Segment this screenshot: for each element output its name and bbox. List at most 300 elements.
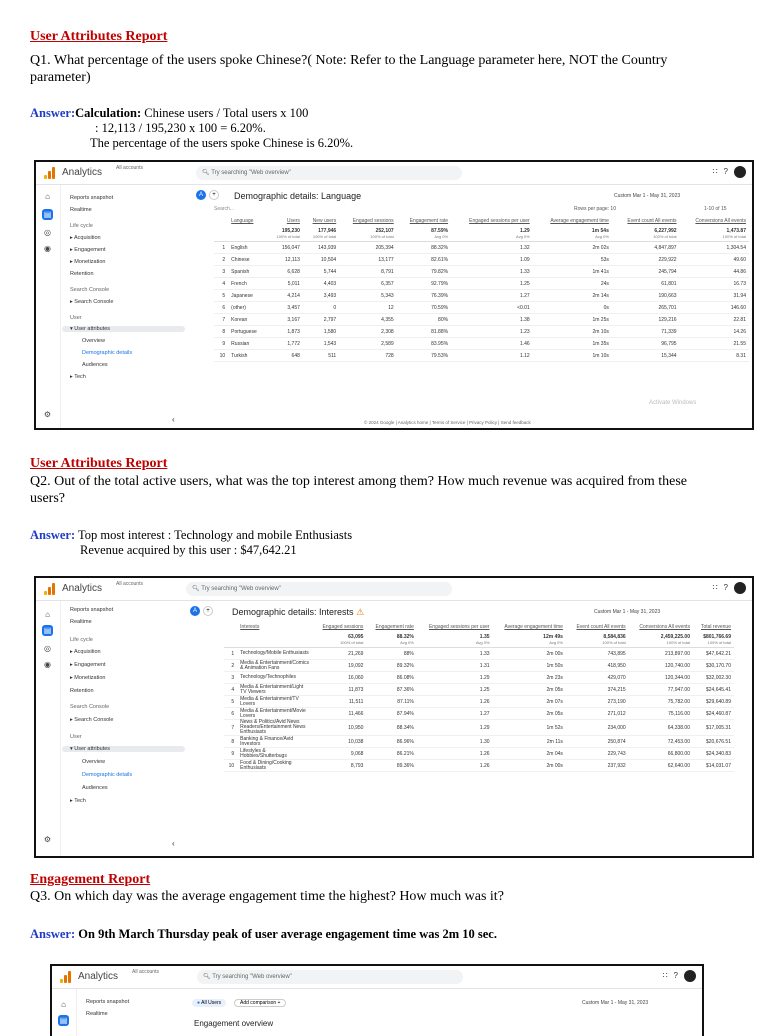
apps-icon[interactable]: ∷ (712, 167, 718, 177)
row-value: 88.34% (366, 720, 416, 736)
total-value: 63,095 (348, 633, 364, 640)
table-row[interactable] (224, 684, 734, 696)
main-panel (184, 601, 752, 856)
table-row[interactable] (224, 748, 734, 760)
table-row[interactable] (224, 708, 734, 720)
table-row[interactable] (214, 350, 749, 362)
advertising-icon[interactable]: ◉ (44, 244, 51, 253)
left-rail (36, 601, 61, 856)
row-value: 273,190 (566, 696, 629, 708)
table-row[interactable] (224, 672, 734, 684)
row-value: 1.29 (417, 672, 493, 684)
row-value: 4,847,897 (612, 242, 680, 254)
total-sub: 100% of total (370, 233, 394, 239)
row-value: 2m 11s (493, 736, 566, 748)
table-row[interactable] (224, 760, 734, 772)
nav-search-console[interactable]: ▸ Search Console (70, 717, 114, 723)
row-label: English (228, 242, 267, 254)
column-header[interactable]: Engagement rate (375, 624, 414, 630)
total-value: 8,584,836 (603, 633, 626, 640)
table-row[interactable] (224, 660, 734, 672)
row-value: 49.60 (680, 254, 749, 266)
table-row[interactable] (224, 720, 734, 736)
account-selector[interactable]: All accounts (116, 581, 143, 587)
row-label: Portuguese (228, 326, 267, 338)
total-sub: Avg 0% (475, 639, 490, 645)
collapse-icon[interactable]: ‹ (172, 839, 175, 848)
calc-label: Calculation: (75, 106, 142, 120)
row-value: 374,215 (566, 684, 629, 696)
reports-icon[interactable]: ▤ (43, 626, 52, 635)
row-value: 1.25 (451, 278, 533, 290)
row-value: 22.81 (680, 314, 749, 326)
rows-per-page[interactable]: Rows per page: 10 (574, 206, 616, 212)
row-value: 24s (533, 278, 612, 290)
column-header[interactable]: Interests (240, 624, 260, 630)
row-label: Media & Entertainment/Light TV Viewers (237, 684, 313, 696)
row-value: 237,932 (566, 760, 629, 772)
total-value: 1.29 (519, 227, 530, 234)
total-sub: 100% of total (666, 639, 690, 645)
nav-audiences[interactable]: Audiences (82, 362, 108, 368)
table-row[interactable] (214, 302, 749, 314)
nav-acquisition[interactable]: ▸ Acquisition (70, 649, 101, 655)
column-header[interactable]: Engaged sessions per user (428, 624, 490, 630)
nav-engagement[interactable]: ▸ Engagement (70, 247, 106, 253)
nav-realtime[interactable]: Realtime (70, 207, 92, 213)
table-row[interactable] (214, 266, 749, 278)
reports-icon[interactable]: ▤ (43, 210, 52, 219)
row-value: 2,308 (339, 326, 396, 338)
row-value: 4,214 (267, 290, 303, 302)
total-cell (339, 225, 396, 242)
answer-line1: On 9th March Thursday peak of user average engagement time was 2m 10 sec. (78, 927, 497, 941)
total-value: 177,946 (318, 227, 337, 234)
row-label: News & Politics/Avid News Readers/Entertainment News Enthusiasts (237, 720, 313, 736)
chip-add-comparison[interactable]: Add comparison + (234, 999, 286, 1007)
nav-reports-snapshot[interactable]: Reports snapshot (70, 607, 114, 613)
row-value: <0.01 (451, 302, 533, 314)
row-index: 3 (214, 266, 228, 278)
comparison-a-icon[interactable]: A (196, 190, 206, 200)
row-value: 5,011 (267, 278, 303, 290)
row-label: Food & Dining/Cooking Enthusiasts (237, 760, 313, 772)
total-value: 6,227,992 (654, 227, 677, 234)
total-cell (451, 225, 533, 242)
table-row[interactable] (214, 278, 749, 290)
account-selector[interactable]: All accounts (116, 165, 143, 171)
row-value: 66,800.00 (629, 748, 693, 760)
row-value: 1.29 (417, 720, 493, 736)
nav-engagement[interactable]: ▸ Engagement (70, 662, 106, 668)
row-value: 31.94 (680, 290, 749, 302)
search-input[interactable]: 🔍︎ Try searching "Web overview" (186, 582, 452, 596)
total-sub: Avg 0% (595, 233, 609, 239)
row-value: $29,640.89 (693, 696, 734, 708)
row-value: 16,060 (313, 672, 366, 684)
question-q2: Q2. Out of the total active users, what was the top interest among them? How much revenue was acquired from these users? (30, 474, 688, 506)
header-index (214, 217, 228, 225)
row-value: 86.21% (366, 748, 416, 760)
left-rail (36, 185, 61, 428)
chip-all-users[interactable]: ● All Users (192, 999, 226, 1007)
section-title-q1: User Attributes Report (30, 29, 168, 44)
warning-icon: ⚠ (356, 607, 365, 617)
date-range[interactable]: Custom Mar 1 - May 31, 2023 (614, 193, 681, 199)
explore-icon[interactable]: ◎ (44, 228, 51, 237)
column-header[interactable]: Users (286, 218, 300, 224)
row-value: 1.23 (451, 326, 533, 338)
totals-row (224, 631, 734, 648)
answer-label: Answer: (30, 927, 76, 941)
row-value: 156,047 (267, 242, 303, 254)
account-selector[interactable]: All accounts (132, 969, 159, 975)
row-value: 205,394 (339, 242, 396, 254)
table-header-row (224, 623, 734, 631)
row-index: 3 (224, 672, 237, 684)
row-value: 146.60 (680, 302, 749, 314)
row-value: 190,663 (612, 290, 680, 302)
section-title-q3: Engagement Report (30, 872, 151, 887)
row-value: 21.55 (680, 338, 749, 350)
help-icon[interactable]: ? (723, 167, 728, 177)
row-value: $32,002.30 (693, 672, 734, 684)
row-value: 12 (339, 302, 396, 314)
avatar[interactable] (734, 582, 746, 594)
row-value: 1m 41s (533, 266, 612, 278)
row-value: 743,895 (566, 648, 629, 660)
nav-user-attributes[interactable]: ▾ User attributes (62, 326, 185, 332)
page-title: Demographic details: Interests ⚠ (232, 607, 365, 617)
settings-icon[interactable]: ⚙ (43, 410, 52, 419)
row-value: 1.25 (417, 684, 493, 696)
column-header[interactable]: Conversions All events (695, 218, 746, 224)
row-value: 1.33 (451, 266, 533, 278)
nav-demographic-details[interactable]: Demographic details (82, 772, 133, 778)
total-value: 1,473.87 (726, 227, 746, 234)
row-value: $24,460.87 (693, 708, 734, 720)
total-sub: 100% of total (602, 639, 626, 645)
total-value: 87.59% (431, 227, 449, 234)
brand: Analytics (62, 583, 103, 594)
answer-q1 (30, 106, 353, 151)
total-cell (366, 631, 416, 648)
home-icon[interactable]: ⌂ (61, 1000, 66, 1009)
column-header[interactable]: Engaged sessions (322, 624, 364, 630)
row-value: 4,403 (303, 278, 339, 290)
row-value: $24,340.83 (693, 748, 734, 760)
date-range[interactable]: Custom Mar 1 - May 31, 2023 (594, 609, 661, 615)
row-value: 1.26 (417, 748, 493, 760)
row-value: 88.32% (397, 242, 451, 254)
row-index: 2 (214, 254, 228, 266)
row-value: 2,797 (303, 314, 339, 326)
total-cell (680, 225, 749, 242)
column-header[interactable]: Engaged sessions (352, 218, 394, 224)
row-value: 82.61% (397, 254, 451, 266)
totals-row (214, 225, 749, 242)
comparison-a-icon[interactable]: A (190, 606, 200, 616)
nav-monetization[interactable]: ▸ Monetization (70, 675, 106, 681)
row-value: 53s (533, 254, 612, 266)
nav-reports-snapshot[interactable]: Reports snapshot (70, 195, 114, 201)
table-row[interactable] (224, 696, 734, 708)
comparison-a-icon: ● (197, 1000, 201, 1006)
total-sub: 100% of total (653, 233, 677, 239)
row-value: 64,338.00 (629, 720, 693, 736)
row-value: 19,092 (313, 660, 366, 672)
nav-life-cycle[interactable]: Life cycle (70, 637, 93, 643)
answer-line2: Revenue acquired by this user : $47,642.21 (80, 543, 297, 557)
row-value: 62,640.00 (629, 760, 693, 772)
row-value: 44.86 (680, 266, 749, 278)
row-value: 89.36% (366, 760, 416, 772)
topbar (36, 162, 752, 185)
row-value: 1.46 (451, 338, 533, 350)
row-value: 6,357 (339, 278, 396, 290)
total-cell (417, 631, 493, 648)
row-value: 0s (533, 302, 612, 314)
nav-retention[interactable]: Retention (70, 271, 94, 277)
nav-reports-snapshot[interactable]: Reports snapshot (86, 999, 130, 1005)
row-value: 11,873 (313, 684, 366, 696)
sidebar (78, 989, 196, 1036)
row-value: 129,216 (612, 314, 680, 326)
row-value: 265,701 (612, 302, 680, 314)
row-value: 11,466 (313, 708, 366, 720)
date-range[interactable]: Custom Mar 1 - May 31, 2023 (582, 1000, 649, 1006)
nav-realtime[interactable]: Realtime (70, 619, 92, 625)
row-value: 87.94% (366, 708, 416, 720)
row-value: 120,344.00 (629, 672, 693, 684)
brand: Analytics (62, 167, 103, 178)
row-value: 6,628 (267, 266, 303, 278)
total-sub: 100% of total (722, 233, 746, 239)
row-value: 10,504 (303, 254, 339, 266)
total-sub: 100% of total (276, 233, 300, 239)
row-value: 2m 00s (493, 648, 566, 660)
total-cell (612, 225, 680, 242)
total-cell (493, 631, 566, 648)
nav-demographic-details[interactable]: Demographic details (82, 350, 133, 356)
total-cell (693, 631, 734, 648)
row-value: 648 (267, 350, 303, 362)
table-row[interactable] (224, 648, 734, 660)
screenshot-language (34, 160, 754, 430)
table-row[interactable] (214, 314, 749, 326)
total-cell (313, 631, 366, 648)
total-sub: Avg 0% (434, 233, 449, 239)
column-header[interactable]: Average engagement time (504, 624, 563, 630)
column-header[interactable]: Total revenue (700, 624, 731, 630)
reports-icon[interactable]: ▤ (59, 1016, 68, 1025)
column-header[interactable]: Conversions All events (639, 624, 690, 630)
row-value: 1,543 (303, 338, 339, 350)
row-value: 1m 25s (533, 314, 612, 326)
row-index: 4 (214, 278, 228, 290)
row-value: $14,031.07 (693, 760, 734, 772)
row-value: 79.82% (397, 266, 451, 278)
apps-icon[interactable]: ∷ (712, 583, 718, 593)
row-value: 229,922 (612, 254, 680, 266)
nav-overview[interactable]: Overview (82, 759, 105, 765)
row-index: 6 (224, 708, 237, 720)
total-value: 1m 54s (591, 227, 609, 234)
column-header[interactable]: Average engagement time (550, 218, 609, 224)
row-index: 9 (224, 748, 237, 760)
table-row[interactable] (224, 736, 734, 748)
row-value: 3,457 (267, 302, 303, 314)
row-value: 1m 10s (533, 350, 612, 362)
nav-retention[interactable]: Retention (70, 688, 94, 694)
row-index: 5 (214, 290, 228, 302)
help-icon[interactable]: ? (723, 583, 728, 593)
watermark: Activate Windows (649, 400, 697, 406)
nav-user[interactable]: User (70, 315, 82, 321)
table-row[interactable] (214, 326, 749, 338)
column-header[interactable]: Engagement rate (409, 218, 449, 224)
topbar (52, 966, 702, 989)
row-value: 87.11% (366, 696, 416, 708)
row-value: 2m 14s (533, 290, 612, 302)
row-value: 14.26 (680, 326, 749, 338)
column-header[interactable]: Event count All events (576, 624, 626, 630)
column-header[interactable]: Language (231, 218, 254, 224)
row-index: 1 (214, 242, 228, 254)
row-value: 8,793 (313, 760, 366, 772)
advertising-icon[interactable]: ◉ (44, 660, 51, 669)
nav-search-console[interactable]: ▸ Search Console (70, 299, 114, 305)
row-label: Chinese (228, 254, 267, 266)
add-comparison-icon[interactable]: + (209, 190, 219, 200)
column-header[interactable]: New users (312, 218, 337, 224)
row-value: 8,791 (339, 266, 396, 278)
pager[interactable]: 1-10 of 15 (704, 206, 727, 212)
row-label: Lifestyles & Hobbies/Shutterbugs (237, 748, 313, 760)
column-header[interactable]: Event count All events (627, 218, 677, 224)
row-value: 120,740.00 (629, 660, 693, 672)
search-icon: 🔍︎ (202, 170, 210, 176)
nav-life-cycle[interactable]: Life cycle (70, 223, 93, 229)
collapse-icon[interactable]: ‹ (172, 415, 175, 424)
row-value: 3,493 (303, 290, 339, 302)
total-cell (566, 631, 629, 648)
add-comparison-icon[interactable]: + (203, 606, 213, 616)
explore-icon[interactable]: ◎ (44, 644, 51, 653)
column-header[interactable]: Engaged sessions per user (469, 218, 530, 224)
nav-overview[interactable]: Overview (82, 338, 105, 344)
nav-audiences[interactable]: Audiences (82, 785, 108, 791)
nav-acquisition[interactable]: ▸ Acquisition (70, 235, 101, 241)
main-panel (192, 989, 702, 1036)
help-icon[interactable]: ? (673, 971, 678, 981)
row-value: 12,113 (267, 254, 303, 266)
avatar[interactable] (734, 166, 746, 178)
brand: Analytics (78, 971, 119, 982)
total-cell (237, 631, 313, 648)
row-value: 1,873 (267, 326, 303, 338)
row-index: 5 (224, 696, 237, 708)
home-icon[interactable]: ⌂ (45, 192, 50, 201)
total-value: $801,766.69 (703, 633, 731, 640)
total-cell (303, 225, 339, 242)
search-input[interactable]: 🔍︎ Try searching "Web overview" (197, 970, 463, 984)
analytics-logo-icon (44, 167, 56, 179)
apps-icon[interactable]: ∷ (662, 971, 668, 981)
table-row[interactable] (214, 254, 749, 266)
row-value: 2m 04s (493, 748, 566, 760)
row-index: 10 (224, 760, 237, 772)
nav-search-console-head[interactable]: Search Console (70, 704, 110, 710)
avatar[interactable] (684, 970, 696, 982)
row-value: 75,116.00 (629, 708, 693, 720)
row-index: 9 (214, 338, 228, 350)
settings-icon[interactable]: ⚙ (43, 835, 52, 844)
top-icons (656, 970, 696, 982)
main-panel (184, 185, 752, 428)
total-sub: 100% of total (340, 639, 364, 645)
table-row[interactable] (214, 290, 749, 302)
nav-user-attributes[interactable]: ▾ User attributes (62, 746, 185, 752)
row-label: Turkish (228, 350, 267, 362)
search-input[interactable]: 🔍︎ Try searching "Web overview" (196, 166, 462, 180)
table-row[interactable] (214, 242, 749, 254)
row-value: 1.30 (417, 736, 493, 748)
nav-search-console-head[interactable]: Search Console (70, 287, 110, 293)
nav-tech[interactable]: ▸ Tech (70, 374, 86, 380)
row-value: 96,795 (612, 338, 680, 350)
nav-tech[interactable]: ▸ Tech (70, 798, 86, 804)
interests-table (224, 623, 734, 772)
nav-realtime[interactable]: Realtime (86, 1011, 108, 1017)
row-value: 728 (339, 350, 396, 362)
row-label: French (228, 278, 267, 290)
row-value: 76.39% (397, 290, 451, 302)
answer-line1: Top most interest : Technology and mobile Enthusiasts (78, 528, 353, 542)
row-value: 61,801 (612, 278, 680, 290)
row-value: 70.59% (397, 302, 451, 314)
row-value: 83.95% (397, 338, 451, 350)
row-value: 86.08% (366, 672, 416, 684)
row-label: (other) (228, 302, 267, 314)
row-value: 1.26 (417, 696, 493, 708)
row-value: 5,343 (339, 290, 396, 302)
row-value: 2m 05s (493, 684, 566, 696)
row-value: 0 (303, 302, 339, 314)
row-value: 72,453.00 (629, 736, 693, 748)
table-search[interactable]: Search... (214, 206, 235, 212)
language-table (214, 217, 749, 362)
home-icon[interactable]: ⌂ (45, 610, 50, 619)
row-value: 229,743 (566, 748, 629, 760)
row-value: 1.33 (417, 648, 493, 660)
total-cell (629, 631, 693, 648)
nav-monetization[interactable]: ▸ Monetization (70, 259, 106, 265)
row-value: 4,355 (339, 314, 396, 326)
row-index: 6 (214, 302, 228, 314)
row-value: 1.32 (451, 242, 533, 254)
row-value: 21,269 (313, 648, 366, 660)
answer-label: Answer: (30, 106, 76, 120)
table-row[interactable] (214, 338, 749, 350)
screenshot-engagement (50, 964, 704, 1036)
analytics-logo-icon (60, 971, 72, 983)
top-icons (706, 166, 746, 178)
row-value: 1,304.54 (680, 242, 749, 254)
row-value: $30,170.70 (693, 660, 734, 672)
row-value: 1m 35s (533, 338, 612, 350)
nav-user[interactable]: User (70, 734, 82, 740)
